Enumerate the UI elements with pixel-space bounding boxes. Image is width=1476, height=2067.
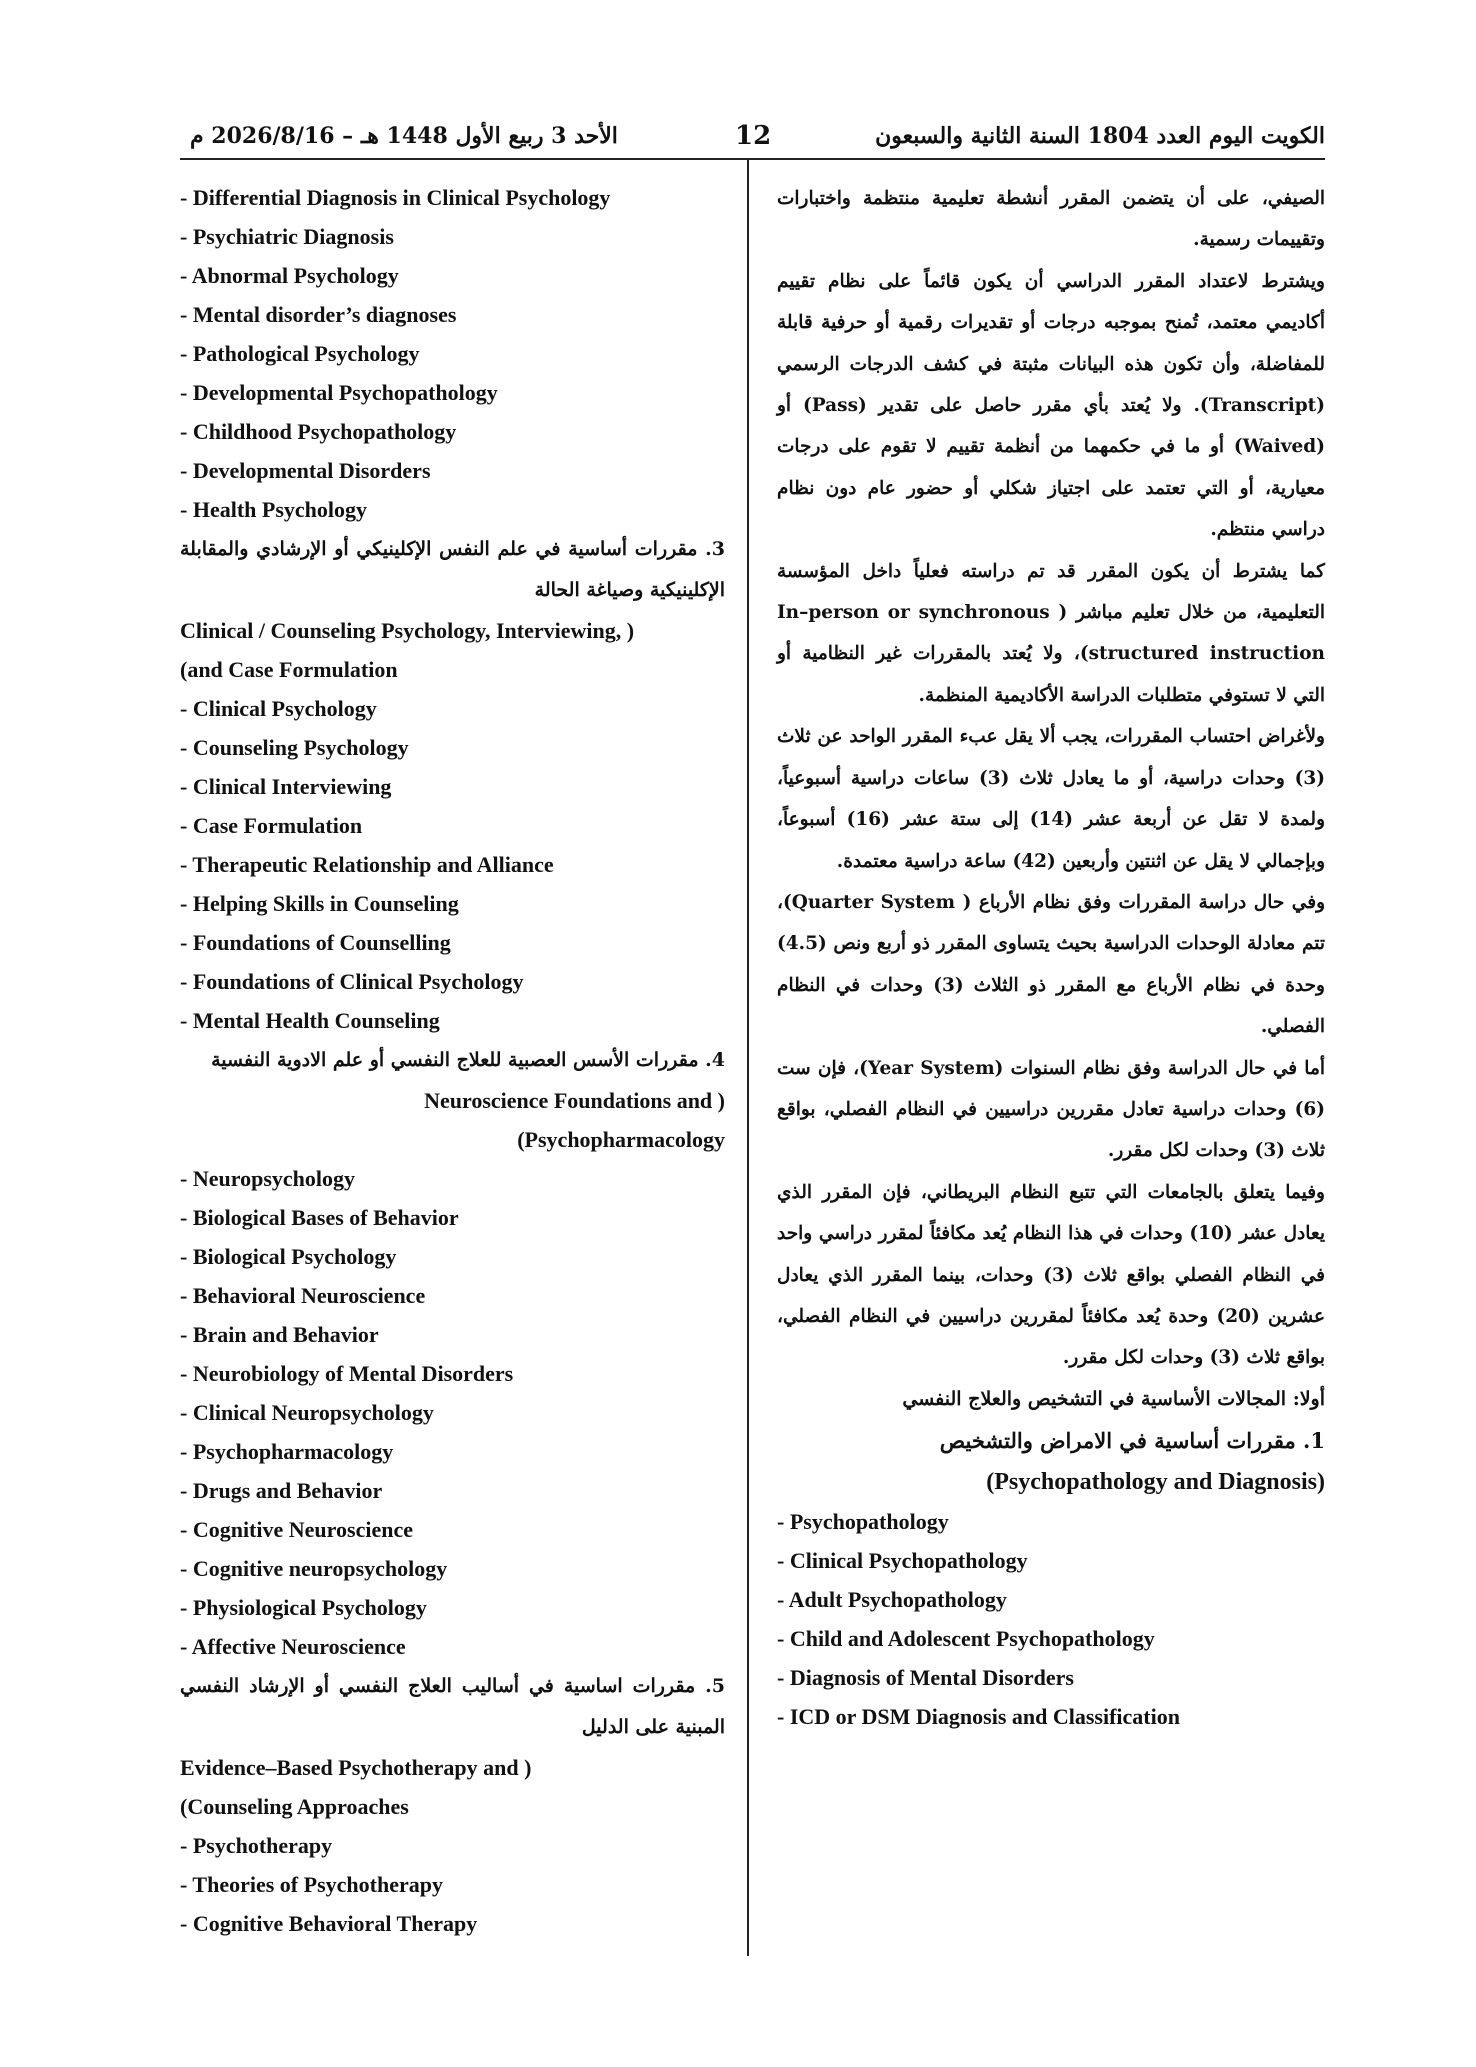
list-item: - Helping Skills in Counseling (180, 891, 459, 916)
course-list-3 (180, 689, 725, 1040)
page-number: 12 (735, 121, 772, 151)
paragraph: الصيفي، على أن يتضمن المقرر أنشطة تعليمية منتظمة واختبارات وتقييمات رسمية. (777, 188, 1325, 251)
list-item: - Diagnosis of Mental Disorders (777, 1664, 1074, 1690)
left-column (180, 178, 725, 1943)
list-item: - Health Psychology (180, 497, 367, 522)
list-item: - Drugs and Behavior (180, 1478, 383, 1503)
list-item: - Abnormal Psychology (180, 263, 399, 288)
list-item: - Counseling Psychology (180, 735, 409, 760)
column-divider (747, 158, 749, 1956)
list-item: - Clinical Psychopathology (777, 1547, 1028, 1573)
list-item: - Cognitive Behavioral Therapy (180, 1911, 478, 1936)
section-4-arabic-heading: 4. مقررات الأسس العصبية للعلاج النفسي أو علم الادوية النفسية (211, 1049, 725, 1071)
list-item: - Psychotherapy (180, 1833, 333, 1858)
header-date: الأحد 3 ربيع الأول 1448 هـ – 2026/8/16 م (190, 123, 618, 149)
section-3-arabic-heading: 3. مقررات أساسية في علم النفس الإكلينيكي أو الإرشادي والمقابلة الإكلينيكية وصياغة الحالة (180, 538, 725, 601)
section-5-arabic-heading: 5. مقررات اساسية في أساليب العلاج النفسي أو الإرشاد النفسي المبنية على الدليل (180, 1675, 725, 1738)
list-item: - Case Formulation (180, 813, 363, 838)
list-item: - Biological Psychology (180, 1244, 397, 1269)
list-item: - Biological Bases of Behavior (180, 1205, 459, 1230)
list-item: - Psychopharmacology (180, 1439, 394, 1464)
section-3-english-heading: Clinical / Counseling Psychology, Interviewing, ) (and Case Formulation (180, 618, 635, 682)
course-list-right-1 (777, 1502, 1325, 1736)
list-item: - Neuropsychology (180, 1166, 355, 1191)
list-item: - Behavioral Neuroscience (180, 1283, 426, 1308)
list-item: - Adult Psychopathology (777, 1586, 1007, 1612)
list-item: - Developmental Disorders (180, 458, 431, 483)
list-item: - Therapeutic Relationship and Alliance (180, 852, 554, 877)
list-item: - Differential Diagnosis in Clinical Psychology (180, 185, 611, 210)
list-item: - Neurobiology of Mental Disorders (180, 1361, 514, 1386)
paragraph: وفيما يتعلق بالجامعات التي تتبع النظام البريطاني، فإن المقرر الذي يعادل عشر (10) وحدات في هذا النظام يُعد مكافئاً لمقرر دراسي واحد في النظام الفصلي بواقع ثلاث (3) وحدات، بينما المقرر الذي يعادل عشرين (20) وحدة يُعد مكافئاً لمقررين دراسيين في النظام الفصلي، بواقع ثلاث (3) وحدات لكل مقرر. (777, 1181, 1325, 1369)
list-item: - Foundations of Clinical Psychology (180, 969, 524, 994)
list-item: - Mental disorder’s diagnoses (180, 302, 457, 327)
list-item: - Theories of Psychotherapy (180, 1872, 443, 1897)
paragraph: وفي حال دراسة المقررات وفق نظام الأرباع ( Quarter System)، تتم معادلة الوحدات الدراسية بحيث يتساوى المقرر ذو أربع ونص (4.5) وحدة في نظام الأرباع مع المقرر ذو الثلاث (3) وحدات في النظام الفصلي. (777, 891, 1326, 1038)
list-item: - Childhood Psychopathology (180, 419, 457, 444)
list-item: - Physiological Psychology (180, 1595, 427, 1620)
list-item: - Developmental Psychopathology (180, 380, 498, 405)
section-5-english-heading: Evidence–Based Psychotherapy and ) (Counseling Approaches (180, 1755, 532, 1819)
course-list-5 (180, 1826, 725, 1943)
course-list-4 (180, 1159, 725, 1666)
list-item: - Cognitive neuropsychology (180, 1556, 448, 1581)
paragraph: أما في حال الدراسة وفق نظام السنوات (Year System)، فإن ست (6) وحدات دراسية تعادل مقررين دراسيين في النظام الفصلي، بواقع ثلاث (3) وحدات لكل مقرر. (777, 1057, 1325, 1162)
list-item: - Pathological Psychology (180, 341, 420, 366)
list-item: - Psychiatric Diagnosis (180, 224, 394, 249)
page-header (180, 118, 1325, 160)
paragraph: كما يشترط أن يكون المقرر قد تم دراسته فعلياً داخل المؤسسة التعليمية، من خلال تعليم مباشر ( In–person or synchronous structured instruction)، ولا يُعتد بالمقررات غير النظامية أو التي لا تستوفي متطلبات الدراسة الأكاديمية المنظمة. (777, 560, 1325, 706)
list-item: - Brain and Behavior (180, 1322, 379, 1347)
list-item: - Child and Adolescent Psychopathology (777, 1625, 1155, 1651)
list-item: - Mental Health Counseling (180, 1008, 440, 1033)
list-item: - Affective Neuroscience (180, 1634, 406, 1659)
section-1-arabic-heading: 1. مقررات أساسية في الامراض والتشخيص (939, 1428, 1325, 1454)
list-item: - Cognitive Neuroscience (180, 1517, 413, 1542)
list-item: - Psychopathology (777, 1508, 949, 1534)
section-title: أولا: المجالات الأساسية في التشخيص والعلاج النفسي (902, 1387, 1325, 1410)
list-item: - Clinical Neuropsychology (180, 1400, 434, 1425)
right-column (777, 178, 1325, 1736)
header-publication: الكويت اليوم العدد 1804 السنة الثانية والسبعون (875, 123, 1325, 149)
paragraph: ولأغراض احتساب المقررات، يجب ألا يقل عبء المقرر الواحد عن ثلاث (3) وحدات دراسية، أو ما يعادل ثلاث (3) ساعات دراسية أسبوعياً، ولمدة لا تقل عن أربعة عشر (14) إلى ستة عشر (16) أسبوعاً، وبإجمالي لا يقل عن اثنتين وأربعين (42) ساعة دراسية معتمدة. (777, 726, 1326, 872)
paragraph: ويشترط لاعتداد المقرر الدراسي أن يكون قائماً على نظام تقييم أكاديمي معتمد، تُمنح بموجبه درجات أو تقديرات رقمية أو حرفية قابلة للمفاضلة، وأن تكون هذه البيانات مثبتة في كشف الدرجات الرسمي (Transcript). ولا يُعتد بأي مقرر حاصل على تقدير (Pass) أو (Waived) أو ما في حكمهما من أنظمة تقييم لا تقوم على درجات معيارية، أو التي تعتمد على اجتياز شكلي أو حضور عام دون نظام دراسي منتظم. (777, 270, 1325, 541)
list-item: - Clinical Psychology (180, 696, 377, 721)
list-item: - ICD or DSM Diagnosis and Classification (777, 1703, 1180, 1729)
section-1-english-heading: (Psychopathology and Diagnosis) (986, 1468, 1325, 1495)
list-item: - Clinical Interviewing (180, 774, 392, 799)
list-item: - Foundations of Counselling (180, 930, 451, 955)
course-list-1 (180, 178, 725, 529)
section-4-english-heading: Neuroscience Foundations and ) (Psychopharmacology (424, 1088, 725, 1152)
